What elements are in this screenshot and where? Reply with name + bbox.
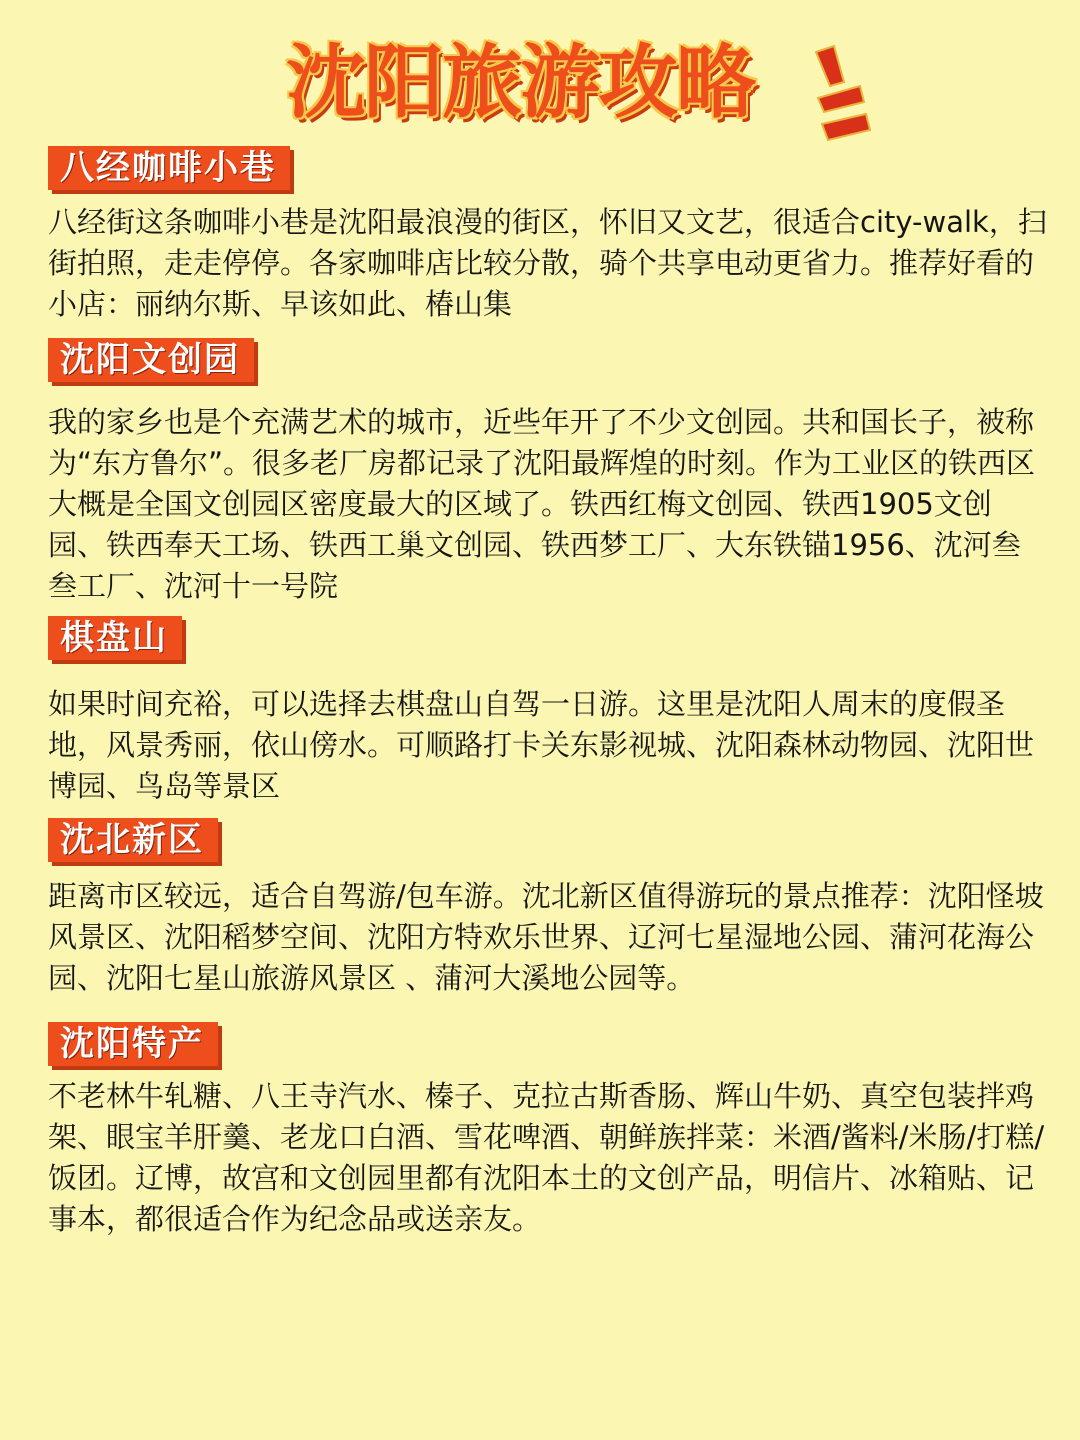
section-shenbei-new-district bbox=[48, 818, 1048, 999]
section-local-specialties bbox=[48, 1022, 1048, 1240]
section-body: 距离市区较远，适合自驾游/包车游。沈北新区值得游玩的景点推荐：沈阳怪坡风景区、沈阳稻梦空间、沈阳方特欢乐世界、辽河七星湿地公园、蒲河花海公园、沈阳七星山旅游风景区 、蒲河大溪地公园等。 bbox=[48, 879, 1044, 995]
section-body: 八经街这条咖啡小巷是沈阳最浪漫的街区，怀旧又文艺，很适合city-walk，扫街拍照，走走停停。各家咖啡店比较分散，骑个共享电动更省力。推荐好看的小店：丽纳尔斯、早该如此、椿山集 bbox=[48, 205, 1047, 321]
section-heading: 八经咖啡小巷 bbox=[48, 146, 290, 190]
section-heading: 沈阳特产 bbox=[48, 1022, 218, 1066]
section-body: 如果时间充裕，可以选择去棋盘山自驾一日游。这里是沈阳人周末的度假圣地，风景秀丽，依山傍水。可顺路打卡关东影视城、沈阳森林动物园、沈阳世博园、鸟岛等景区 bbox=[48, 687, 1035, 803]
header bbox=[0, 30, 1080, 140]
section-qipan-mountain bbox=[48, 616, 1048, 807]
section-cultural-creative-parks bbox=[48, 338, 1048, 607]
section-bajing-coffee-alley bbox=[48, 146, 1048, 325]
section-heading: 沈阳文创园 bbox=[48, 338, 254, 382]
section-body: 我的家乡也是个充满艺术的城市，近些年开了不少文创园。共和国长子，被称为“东方鲁尔”。很多老厂房都记录了沈阳最辉煌的时刻。作为工业区的铁西区大概是全国文创园区密度最大的区域了。铁西红梅文创园、铁西1905文创园、铁西奉天工场、铁西工巢文创园、铁西梦工厂、大东铁锚1956、沈河叁叁工厂、沈河十一号院 bbox=[48, 405, 1036, 603]
page-title: 沈阳旅游攻略 bbox=[286, 36, 754, 129]
section-heading: 棋盘山 bbox=[48, 616, 182, 660]
section-body: 不老林牛轧糖、八王寺汽水、榛子、克拉古斯香肠、辉山牛奶、真空包装拌鸡架、眼宝羊肝羹、老龙口白酒、雪花啤酒、朝鲜族拌菜：米酒/酱料/米肠/打糕/饭团。辽博，故宫和文创园里都有沈阳本土的文创产品，明信片、冰箱贴、记事本，都很适合作为纪念品或送亲友。 bbox=[48, 1079, 1045, 1236]
section-heading: 沈北新区 bbox=[48, 818, 218, 862]
sparkle-accent-icon bbox=[808, 44, 878, 144]
